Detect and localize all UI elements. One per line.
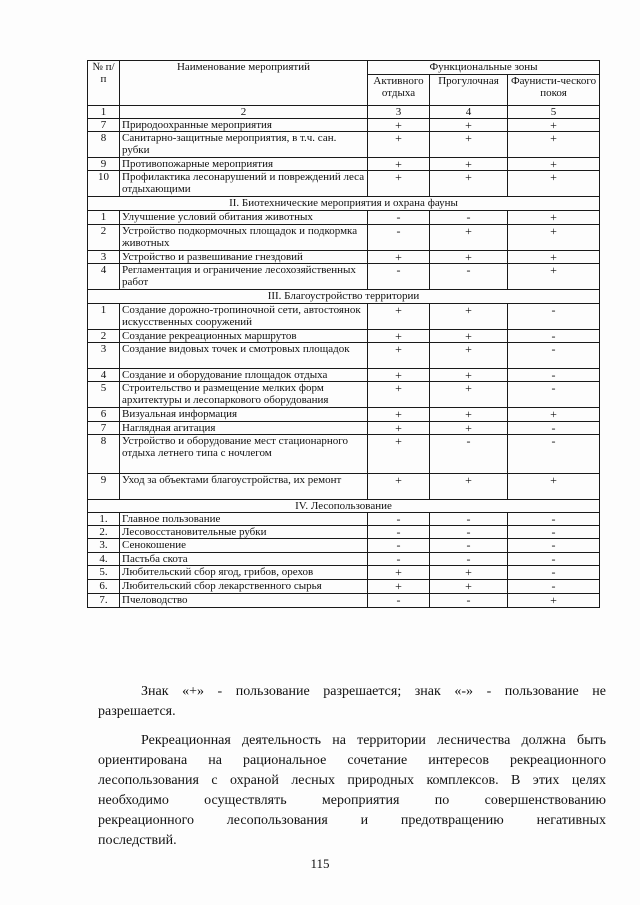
section-row <box>88 290 600 304</box>
paragraph-line: рекреационного лесопользования и предотвращению негативных <box>98 813 606 828</box>
table-row <box>88 343 600 369</box>
mark-walk-zone: + <box>430 330 508 343</box>
activity-name: Наглядная агитация <box>120 422 368 435</box>
paragraph-line: необходимо осуществлять мероприятия по совершенствованию <box>98 793 606 808</box>
row-number: 2. <box>88 526 120 539</box>
mark-fauna-zone: + <box>508 264 600 290</box>
table-row <box>88 435 600 474</box>
mark-active-zone: + <box>368 369 430 382</box>
table-row <box>88 580 600 594</box>
mark-fauna-zone: - <box>508 435 600 474</box>
section-row <box>88 197 600 211</box>
mark-walk-zone: - <box>430 513 508 526</box>
mark-active-zone: + <box>368 171 430 197</box>
mark-walk-zone: - <box>430 594 508 608</box>
row-number: 7. <box>88 594 120 608</box>
row-number: 4. <box>88 553 120 566</box>
mark-active-zone: - <box>368 539 430 553</box>
activity-name: Любительский сбор ягод, грибов, орехов <box>120 566 368 580</box>
mark-active-zone: + <box>368 566 430 580</box>
mark-active-zone: + <box>368 304 430 330</box>
mark-active-zone: + <box>368 158 430 171</box>
row-number: 7 <box>88 422 120 435</box>
paragraph-line: ориентирована на рациональное сочетание интересов рекреационного <box>98 753 606 768</box>
row-number: 6 <box>88 408 120 422</box>
table-row <box>88 382 600 408</box>
row-number: 8 <box>88 132 120 158</box>
mark-active-zone: - <box>368 211 430 225</box>
paragraph-line: последствий. <box>98 833 177 848</box>
mark-walk-zone: - <box>430 211 508 225</box>
mark-walk-zone: - <box>430 264 508 290</box>
mark-fauna-zone: - <box>508 343 600 369</box>
table-row <box>88 553 600 566</box>
activity-name: Строительство и размещение мелких форм архитектуры и лесопаркового оборудования <box>120 382 368 408</box>
mark-fauna-zone: + <box>508 171 600 197</box>
activity-name: Создание рекреационных маршрутов <box>120 330 368 343</box>
mark-walk-zone: + <box>430 171 508 197</box>
row-number: 8 <box>88 435 120 474</box>
mark-active-zone: + <box>368 343 430 369</box>
activity-name: Сенокошение <box>120 539 368 553</box>
column-number-row <box>88 106 600 119</box>
mark-fauna-zone: - <box>508 330 600 343</box>
mark-walk-zone: - <box>430 553 508 566</box>
mark-walk-zone: + <box>430 474 508 500</box>
mark-walk-zone: - <box>430 526 508 539</box>
mark-fauna-zone: + <box>508 251 600 264</box>
table-row <box>88 119 600 132</box>
mark-walk-zone: + <box>430 408 508 422</box>
activity-name: Визуальная информация <box>120 408 368 422</box>
mark-walk-zone: + <box>430 119 508 132</box>
header-row <box>88 61 600 75</box>
activity-name: Лесовосстановительные рубки <box>120 526 368 539</box>
mark-walk-zone: + <box>430 158 508 171</box>
table-row <box>88 251 600 264</box>
activity-name: Создание и оборудование площадок отдыха <box>120 369 368 382</box>
mark-walk-zone: + <box>430 422 508 435</box>
paragraph-line: Рекреационная деятельность на территории лесничества должна быть <box>141 733 606 748</box>
mark-fauna-zone: - <box>508 422 600 435</box>
mark-fauna-zone: - <box>508 580 600 594</box>
mark-active-zone: + <box>368 132 430 158</box>
header-name: Наименование мероприятий <box>120 61 368 106</box>
section-title: IV. Лесопользование <box>88 500 600 513</box>
mark-fauna-zone: + <box>508 119 600 132</box>
table-row <box>88 264 600 290</box>
table-row <box>88 304 600 330</box>
col-number: 4 <box>430 106 508 119</box>
mark-fauna-zone: - <box>508 566 600 580</box>
row-number: 10 <box>88 171 120 197</box>
table-row <box>88 369 600 382</box>
activities-table <box>87 60 600 608</box>
mark-active-zone: + <box>368 474 430 500</box>
mark-active-zone: - <box>368 225 430 251</box>
row-number: 1 <box>88 304 120 330</box>
header-zones: Функциональные зоны <box>368 61 600 75</box>
activity-name: Устройство и оборудование мест стационарного отдыха летнего типа с ночлегом <box>120 435 368 474</box>
col-number: 3 <box>368 106 430 119</box>
mark-walk-zone: + <box>430 382 508 408</box>
table-row <box>88 539 600 553</box>
col-number: 5 <box>508 106 600 119</box>
table-row <box>88 594 600 608</box>
mark-walk-zone: + <box>430 225 508 251</box>
mark-walk-zone: + <box>430 580 508 594</box>
mark-active-zone: + <box>368 580 430 594</box>
activity-name: Профилактика лесонарушений и повреждений леса отдыхающими <box>120 171 368 197</box>
activity-name: Создание видовых точек и смотровых площадок <box>120 343 368 369</box>
mark-fauna-zone: - <box>508 369 600 382</box>
header-zone-walk: Прогулочная <box>430 75 508 106</box>
mark-walk-zone: + <box>430 566 508 580</box>
header-num: № п/п <box>88 61 120 106</box>
activity-name: Пчеловодство <box>120 594 368 608</box>
mark-fauna-zone: + <box>508 158 600 171</box>
activity-name: Санитарно-защитные мероприятия, в т.ч. сан. рубки <box>120 132 368 158</box>
mark-active-zone: + <box>368 330 430 343</box>
mark-fauna-zone: - <box>508 539 600 553</box>
mark-walk-zone: - <box>430 539 508 553</box>
activity-name: Главное пользование <box>120 513 368 526</box>
mark-active-zone: - <box>368 594 430 608</box>
mark-walk-zone: + <box>430 343 508 369</box>
mark-fauna-zone: - <box>508 513 600 526</box>
header-zone-active: Активного отдыха <box>368 75 430 106</box>
table-row <box>88 474 600 500</box>
mark-active-zone: - <box>368 526 430 539</box>
table-row <box>88 132 600 158</box>
mark-fauna-zone: + <box>508 594 600 608</box>
row-number: 5. <box>88 566 120 580</box>
row-number: 4 <box>88 369 120 382</box>
table-row <box>88 330 600 343</box>
mark-fauna-zone: - <box>508 553 600 566</box>
col-number: 2 <box>120 106 368 119</box>
activity-name: Любительский сбор лекарственного сырья <box>120 580 368 594</box>
activity-name: Устройство и развешивание гнездовий <box>120 251 368 264</box>
page-number: 115 <box>310 856 330 871</box>
activity-name: Пастьба скота <box>120 553 368 566</box>
activity-name: Устройство подкормочных площадок и подкормка животных <box>120 225 368 251</box>
activity-name: Уход за объектами благоустройства, их ремонт <box>120 474 368 500</box>
mark-active-zone: - <box>368 264 430 290</box>
mark-active-zone: + <box>368 435 430 474</box>
mark-fauna-zone: + <box>508 474 600 500</box>
row-number: 6. <box>88 580 120 594</box>
row-number: 4 <box>88 264 120 290</box>
paragraph-line: лесопользования с охраной лесных природных комплексов. В этих целях <box>98 773 606 788</box>
activity-name: Противопожарные мероприятия <box>120 158 368 171</box>
header-zone-fauna: Фаунисти-ческого покоя <box>508 75 600 106</box>
mark-active-zone: + <box>368 382 430 408</box>
mark-walk-zone: + <box>430 304 508 330</box>
row-number: 2 <box>88 225 120 251</box>
mark-active-zone: + <box>368 408 430 422</box>
row-number: 3 <box>88 343 120 369</box>
mark-walk-zone: - <box>430 435 508 474</box>
mark-active-zone: + <box>368 119 430 132</box>
table-row <box>88 422 600 435</box>
mark-fauna-zone: + <box>508 408 600 422</box>
mark-walk-zone: + <box>430 251 508 264</box>
row-number: 5 <box>88 382 120 408</box>
activity-name: Регламентация и ограничение лесохозяйственных работ <box>120 264 368 290</box>
table-row <box>88 566 600 580</box>
table-row <box>88 526 600 539</box>
table-row <box>88 171 600 197</box>
activity-name: Создание дорожно-тропиночной сети, автостоянок искусственных сооружений <box>120 304 368 330</box>
col-number: 1 <box>88 106 120 119</box>
row-number: 9 <box>88 474 120 500</box>
mark-fauna-zone: - <box>508 382 600 408</box>
mark-active-zone: - <box>368 553 430 566</box>
activity-name: Природоохранные мероприятия <box>120 119 368 132</box>
row-number: 1 <box>88 211 120 225</box>
row-number: 7 <box>88 119 120 132</box>
section-title: III. Благоустройство территории <box>88 290 600 304</box>
legend-line: Знак «+» - пользование разрешается; знак «-» - пользование не <box>141 684 606 699</box>
mark-fauna-zone: - <box>508 526 600 539</box>
mark-fauna-zone: + <box>508 132 600 158</box>
table-row <box>88 211 600 225</box>
activity-name: Улучшение условий обитания животных <box>120 211 368 225</box>
row-number: 2 <box>88 330 120 343</box>
mark-walk-zone: + <box>430 132 508 158</box>
table-row <box>88 408 600 422</box>
row-number: 3. <box>88 539 120 553</box>
legend-line: разрешается. <box>98 704 176 719</box>
row-number: 3 <box>88 251 120 264</box>
mark-fauna-zone: + <box>508 211 600 225</box>
mark-fauna-zone: - <box>508 304 600 330</box>
section-row <box>88 500 600 513</box>
table-row <box>88 225 600 251</box>
mark-active-zone: - <box>368 513 430 526</box>
table-body <box>88 61 600 608</box>
row-number: 9 <box>88 158 120 171</box>
row-number: 1. <box>88 513 120 526</box>
table-row <box>88 513 600 526</box>
mark-active-zone: + <box>368 251 430 264</box>
mark-fauna-zone: + <box>508 225 600 251</box>
section-title: II. Биотехнические мероприятия и охрана фауны <box>88 197 600 211</box>
table-row <box>88 158 600 171</box>
mark-active-zone: + <box>368 422 430 435</box>
mark-walk-zone: + <box>430 369 508 382</box>
